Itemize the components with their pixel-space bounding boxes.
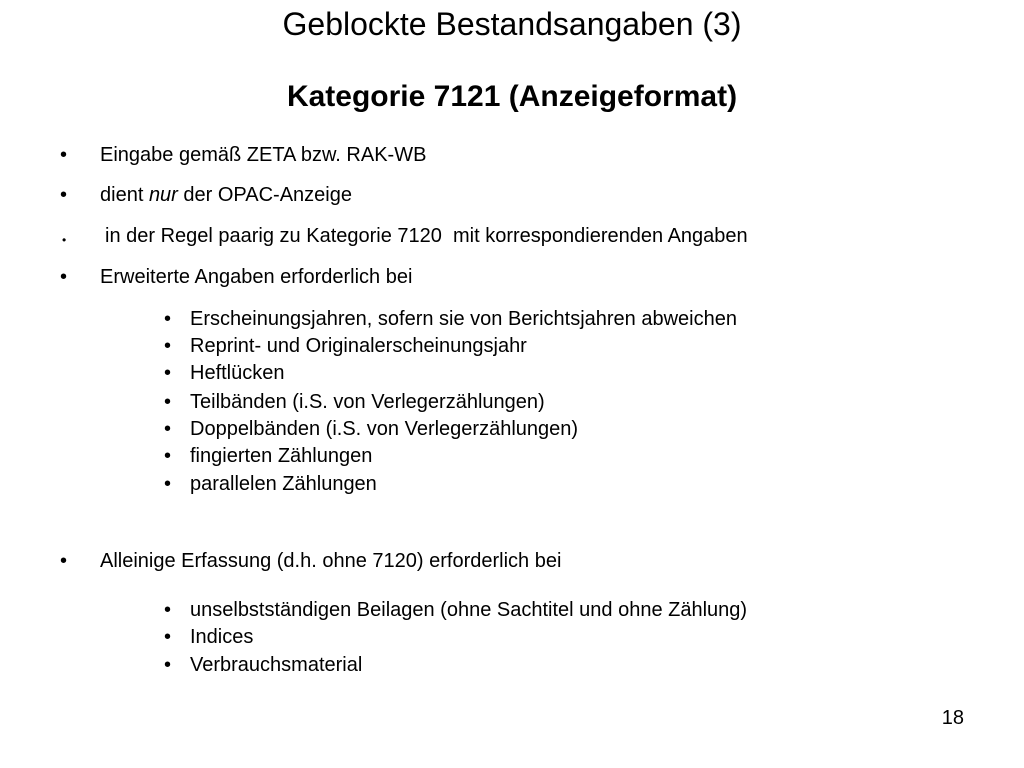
- sub-list-item: Erscheinungsjahren, sofern sie von Berichtsjahren abweichen: [190, 308, 737, 330]
- bullet-icon: •: [164, 418, 172, 440]
- bullet-icon: •: [62, 233, 67, 247]
- item-text-prefix: dient: [100, 184, 149, 206]
- sub-list-item: Teilbänden (i.S. von Verlegerzählungen): [190, 391, 545, 413]
- bullet-icon: •: [164, 599, 172, 621]
- slide-title: Geblockte Bestandsangaben (3): [282, 6, 742, 42]
- sub-list-item: Indices: [190, 626, 254, 648]
- bullet-icon: •: [164, 335, 172, 357]
- bullet-icon: •: [164, 308, 172, 330]
- sub-list-item: Reprint- und Originalerscheinungsjahr: [190, 335, 527, 357]
- bullet-icon: •: [164, 626, 172, 648]
- list-item-regel: in der Regel paarig zu Kategorie 7120 mit korrespondierenden Angaben: [105, 225, 748, 247]
- list-item-opac: [100, 183, 352, 207]
- bullet-icon: •: [60, 184, 68, 206]
- list-item-erweitert: Erweiterte Angaben erforderlich bei: [100, 266, 413, 288]
- item-text-emphasis: nur: [148, 184, 178, 206]
- sub-list-item: Heftlücken: [190, 362, 285, 384]
- sub-list-item: fingierten Zählungen: [190, 445, 373, 467]
- sub-list-item: unselbstständigen Beilagen (ohne Sachtitel und ohne Zählung): [190, 599, 748, 621]
- bullet-icon: •: [164, 391, 172, 413]
- bullet-icon: •: [60, 266, 68, 288]
- bullet-icon: •: [60, 550, 68, 572]
- sub-list-item: parallelen Zählungen: [190, 473, 377, 495]
- bullet-icon: •: [164, 445, 172, 467]
- bullet-icon: •: [164, 473, 172, 495]
- bullet-icon: •: [60, 144, 68, 166]
- bullet-icon: •: [164, 362, 172, 384]
- bullet-icon: •: [164, 654, 172, 676]
- sub-list-item: Doppelbänden (i.S. von Verlegerzählungen): [190, 418, 579, 440]
- slide-subtitle: Kategorie 7121 (Anzeigeformat): [286, 80, 738, 113]
- list-item-alleinige: Alleinige Erfassung (d.h. ohne 7120) erforderlich bei: [100, 550, 562, 572]
- sub-list-item: Verbrauchsmaterial: [190, 654, 363, 676]
- page-number: 18: [941, 707, 964, 729]
- item-text-suffix: der OPAC-Anzeige: [177, 184, 352, 206]
- list-item-eingabe: Eingabe gemäß ZETA bzw. RAK-WB: [100, 144, 427, 166]
